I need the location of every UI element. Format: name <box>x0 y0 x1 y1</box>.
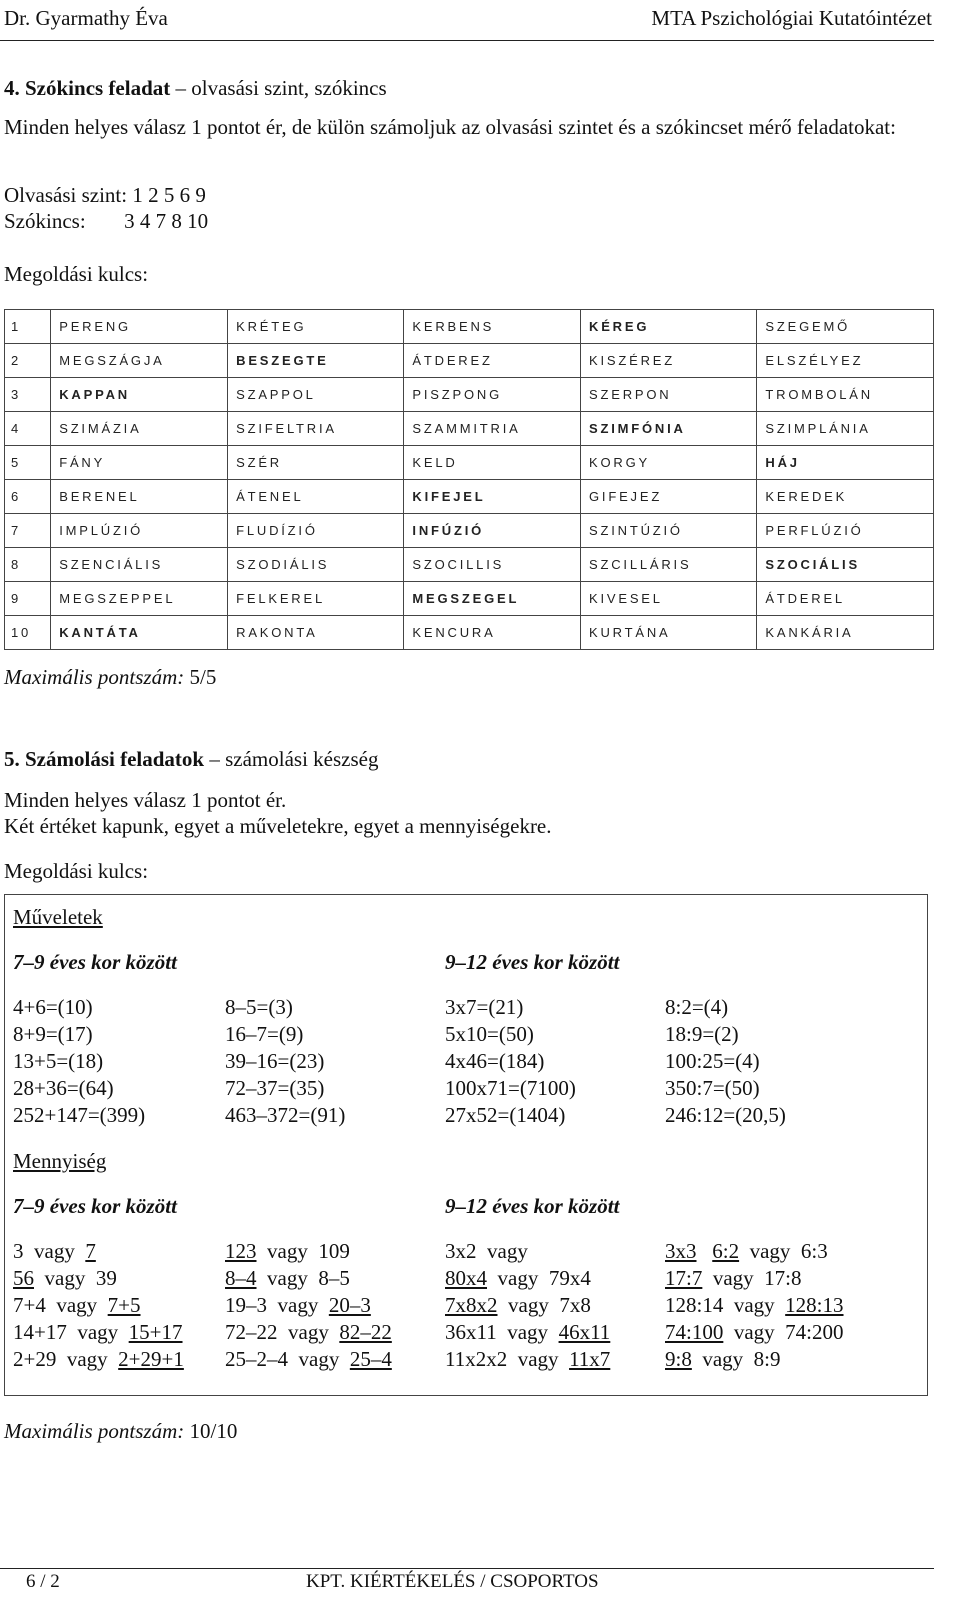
word-row-number: 7 <box>5 514 51 548</box>
operation-item: 16–7=(9) <box>225 1022 304 1046</box>
quantity-option-b: 20–3 <box>328 1293 371 1317</box>
quantity-option-b: 6:3 <box>800 1239 828 1263</box>
quantity-item <box>445 1319 610 1346</box>
quantity-separator: vagy <box>34 1239 75 1263</box>
word-row <box>5 378 934 412</box>
word-row <box>5 344 934 378</box>
operation-item: 4x46=(184) <box>445 1049 545 1073</box>
quantity-option-a: 36x11 <box>445 1320 497 1344</box>
quantity-option-a: 74:100 <box>665 1320 724 1344</box>
section4-title-rest: – olvasási szint, szókincs <box>170 76 387 100</box>
quantity-item <box>225 1292 392 1319</box>
quantity-item <box>13 1346 184 1373</box>
operation-item: 252+147=(399) <box>13 1103 146 1127</box>
word-cell: SZOCILLIS <box>404 548 581 582</box>
quantity-option-b: 17:8 <box>764 1266 802 1290</box>
vocab-line <box>4 207 208 235</box>
quantity-separator: vagy <box>56 1293 98 1317</box>
header-author: Dr. Gyarmathy Éva <box>4 6 168 30</box>
quantity-item <box>13 1238 184 1265</box>
quantity-separator: vagy <box>733 1320 775 1344</box>
section4-intro: Minden helyes válasz 1 pontot ér, de külön számoljuk az olvasási szintet és a szókincset mérő feladatokat: <box>4 115 896 139</box>
quantity-item <box>445 1292 610 1319</box>
quantity-item <box>225 1346 392 1373</box>
word-cell: FLUDÍZIÓ <box>228 514 404 548</box>
word-cell: BERENEL <box>51 480 228 514</box>
quantity-option-a: 17:7 <box>665 1266 703 1290</box>
quantity-item <box>445 1265 610 1292</box>
quantity-separator: vagy <box>702 1347 744 1371</box>
operation-item: 27x52=(1404) <box>445 1103 566 1127</box>
word-row-number: 1 <box>5 310 51 344</box>
quantity-separator: vagy <box>77 1320 119 1344</box>
reading-level-label: Olvasási szint: <box>4 183 128 207</box>
word-cell: PERFLÚZIÓ <box>757 514 934 548</box>
quantity-option-a: 11x2x2 <box>445 1347 508 1371</box>
quantity-option-a: 72–22 <box>225 1320 278 1344</box>
word-cell: ÁTDEREL <box>757 582 934 616</box>
quantity-option-a: 3 <box>13 1239 24 1263</box>
operations-col-subtraction <box>225 994 345 1129</box>
operations-col-addition <box>13 994 145 1129</box>
quantity-option-a: 9:8 <box>665 1347 692 1371</box>
quantity-option-b: 8:9 <box>753 1347 781 1371</box>
section5-line2: Két értéket kapunk, egyet a műveletekre, egyet a mennyiségekre. <box>4 814 552 838</box>
word-row <box>5 582 934 616</box>
word-row-number: 9 <box>5 582 51 616</box>
quantity-option-b: 2+29+1 <box>118 1347 184 1371</box>
word-cell: SZENCIÁLIS <box>51 548 228 582</box>
word-cell-correct: KANTÁTA <box>51 616 228 650</box>
word-cell-correct: KIFEJEL <box>404 480 581 514</box>
word-row-number: 8 <box>5 548 51 582</box>
section4-max-label: Maximális pontszám: <box>4 665 185 689</box>
operations-age-a: 7–9 éves kor között <box>13 950 177 974</box>
quantity-option-b: 7x8 <box>559 1293 591 1317</box>
quantity-option-b: 7+5 <box>107 1293 141 1317</box>
word-cell: KELD <box>404 446 581 480</box>
word-cell: SZAMMITRIA <box>404 412 581 446</box>
word-cell: KEREDEK <box>757 480 934 514</box>
quantity-item <box>665 1319 844 1346</box>
quantity-age-a: 7–9 éves kor között <box>13 1194 177 1218</box>
word-cell: SZCILLÁRIS <box>581 548 757 582</box>
word-row <box>5 412 934 446</box>
quantity-col-4 <box>665 1238 844 1373</box>
reading-level-items: 1 2 5 6 9 <box>132 183 206 207</box>
word-cell: FÁNY <box>51 446 228 480</box>
word-cell: MEGSZEPPEL <box>51 582 228 616</box>
vocab-items: 3 4 7 8 10 <box>124 209 209 233</box>
word-cell: ELSZÉLYEZ <box>757 344 934 378</box>
operation-item: 8–5=(3) <box>225 995 293 1019</box>
word-cell: SZÉR <box>228 446 404 480</box>
quantity-option-b: 46x11 <box>558 1320 611 1344</box>
word-cell: SZERPON <box>581 378 757 412</box>
quantity-option-b: 82–22 <box>339 1320 392 1344</box>
quantity-option-a: 56 <box>13 1266 34 1290</box>
quantity-option-a: 7x8x2 <box>445 1293 498 1317</box>
quantity-option-a: 14+17 <box>13 1320 67 1344</box>
section4-title <box>4 74 387 102</box>
word-cell: SZODIÁLIS <box>228 548 404 582</box>
quantity-option-a: 7+4 <box>13 1293 46 1317</box>
quantity-option-b: 128:13 <box>785 1293 844 1317</box>
quantity-age-b: 9–12 éves kor között <box>445 1194 620 1218</box>
quantity-separator: vagy <box>517 1347 559 1371</box>
quantity-separator: vagy <box>487 1239 528 1263</box>
word-cell: FELKEREL <box>228 582 404 616</box>
quantity-separator: vagy <box>497 1266 539 1290</box>
quantity-separator: vagy <box>733 1293 775 1317</box>
word-cell-correct: BESZEGTE <box>228 344 404 378</box>
quantity-item <box>665 1346 844 1373</box>
quantity-separator: vagy <box>288 1320 329 1344</box>
word-table <box>4 309 934 650</box>
quantity-col-3 <box>445 1238 610 1373</box>
vocab-label: Szókincs: <box>4 209 86 233</box>
quantity-option-b: 15+17 <box>128 1320 183 1344</box>
quantity-option-b: 7 <box>85 1239 96 1263</box>
word-cell-correct: KÉREG <box>581 310 757 344</box>
word-row-number: 10 <box>5 616 51 650</box>
quantity-option-a: 2+29 <box>13 1347 57 1371</box>
operations-age-b: 9–12 éves kor között <box>445 950 620 974</box>
word-cell: SZINTÚZIÓ <box>581 514 757 548</box>
word-cell: SZIFELTRIA <box>228 412 404 446</box>
operations-col-multiplication <box>445 994 576 1129</box>
footer-page: 6 / 2 <box>26 1571 60 1592</box>
word-cell: KERBENS <box>404 310 581 344</box>
quantity-separator: vagy <box>66 1347 108 1371</box>
word-cell: ÁTDEREZ <box>404 344 581 378</box>
header-institute: MTA Pszichológiai Kutatóintézet <box>651 6 932 30</box>
header-divider <box>0 40 934 41</box>
word-cell-correct: KAPPAN <box>51 378 228 412</box>
quantity-item <box>665 1265 844 1292</box>
word-table-body <box>5 310 934 650</box>
quantity-item <box>445 1238 610 1265</box>
quantity-option-extra: 6:2 <box>712 1239 740 1263</box>
section5-max-value: 10/10 <box>189 1419 238 1443</box>
word-cell: KANKÁRIA <box>757 616 934 650</box>
word-row-number: 3 <box>5 378 51 412</box>
section5-title <box>4 745 378 773</box>
quantity-item <box>225 1319 392 1346</box>
operations-title: Műveletek <box>13 905 103 929</box>
word-row-number: 4 <box>5 412 51 446</box>
quantity-option-a: 3x2 <box>445 1239 477 1263</box>
section5-key-label: Megoldási kulcs: <box>4 859 149 883</box>
word-cell: ÁTENEL <box>228 480 404 514</box>
word-cell: KURTÁNA <box>581 616 757 650</box>
quantity-option-a: 25–2–4 <box>225 1347 288 1371</box>
quantity-option-a: 128:14 <box>665 1293 724 1317</box>
word-cell-correct: MEGSZEGEL <box>404 582 581 616</box>
quantity-separator: vagy <box>298 1347 340 1371</box>
quantity-title: Mennyiség <box>13 1149 107 1173</box>
operation-item: 72–37=(35) <box>225 1076 325 1100</box>
word-cell: SZEGEMŐ <box>757 310 934 344</box>
word-cell: TROMBOLÁN <box>757 378 934 412</box>
operation-item: 13+5=(18) <box>13 1049 104 1073</box>
footer-title: KPT. KIÉRTÉKELÉS / CSOPORTOS <box>306 1571 599 1592</box>
operation-item: 8+9=(17) <box>13 1022 93 1046</box>
operation-item: 463–372=(91) <box>225 1103 346 1127</box>
word-cell: PERENG <box>51 310 228 344</box>
word-cell: MEGSZÁGJA <box>51 344 228 378</box>
quantity-option-a: 8–4 <box>225 1266 257 1290</box>
word-cell: RAKONTA <box>228 616 404 650</box>
quantity-separator: vagy <box>507 1320 549 1344</box>
word-row <box>5 310 934 344</box>
section4-title-bold: 4. Szókincs feladat <box>4 76 171 100</box>
operation-item: 350:7=(50) <box>665 1076 760 1100</box>
quantity-item <box>13 1319 184 1346</box>
section4-key-label: Megoldási kulcs: <box>4 262 149 286</box>
quantity-option-b: 79x4 <box>548 1266 591 1290</box>
quantity-item <box>225 1265 392 1292</box>
operation-item: 3x7=(21) <box>445 995 524 1019</box>
operation-item: 28+36=(64) <box>13 1076 114 1100</box>
quantity-option-b: 109 <box>318 1239 350 1263</box>
operation-item: 8:2=(4) <box>665 995 729 1019</box>
word-cell: PISZPONG <box>404 378 581 412</box>
word-row-number: 2 <box>5 344 51 378</box>
word-row <box>5 548 934 582</box>
word-cell-correct: SZOCIÁLIS <box>757 548 934 582</box>
operation-item: 4+6=(10) <box>13 995 93 1019</box>
quantity-separator: vagy <box>749 1239 791 1263</box>
word-cell: SZIMPLÁNIA <box>757 412 934 446</box>
word-row <box>5 446 934 480</box>
quantity-option-a: 3x3 <box>665 1239 697 1263</box>
quantity-separator: vagy <box>277 1293 319 1317</box>
operation-item: 5x10=(50) <box>445 1022 534 1046</box>
quantity-item <box>225 1238 392 1265</box>
word-cell: SZIMÁZIA <box>51 412 228 446</box>
word-cell-correct: SZIMFÓNIA <box>581 412 757 446</box>
word-cell-correct: HÁJ <box>757 446 934 480</box>
operation-item: 18:9=(2) <box>665 1022 739 1046</box>
section5-max-label: Maximális pontszám: <box>4 1419 185 1443</box>
quantity-col-2 <box>225 1238 392 1373</box>
reading-level-line <box>4 181 206 209</box>
quantity-item <box>13 1265 184 1292</box>
quantity-separator: vagy <box>267 1266 308 1290</box>
section5-title-bold: 5. Számolási feladatok <box>4 747 205 771</box>
section4-max-value: 5/5 <box>189 665 217 689</box>
word-cell: IMPLÚZIÓ <box>51 514 228 548</box>
word-row <box>5 480 934 514</box>
operation-item: 100x71=(7100) <box>445 1076 576 1100</box>
quantity-col-1 <box>13 1238 184 1373</box>
quantity-option-b: 25–4 <box>349 1347 392 1371</box>
word-row-number: 5 <box>5 446 51 480</box>
word-row <box>5 514 934 548</box>
section5-line1: Minden helyes válasz 1 pontot ér. <box>4 788 287 812</box>
quantity-separator: vagy <box>712 1266 754 1290</box>
quantity-separator: vagy <box>508 1293 549 1317</box>
math-key-box <box>4 894 928 1396</box>
operation-item: 39–16=(23) <box>225 1049 325 1073</box>
quantity-item <box>665 1292 844 1319</box>
word-cell: KENCURA <box>404 616 581 650</box>
section4-max-line <box>4 663 216 691</box>
word-cell-correct: INFÚZIÓ <box>404 514 581 548</box>
quantity-option-a: 80x4 <box>445 1266 487 1290</box>
section5-title-rest: – számolási készség <box>204 747 379 771</box>
quantity-option-a: 123 <box>225 1239 257 1263</box>
operations-col-division <box>665 994 786 1129</box>
quantity-item <box>665 1238 844 1265</box>
word-row-number: 6 <box>5 480 51 514</box>
word-row <box>5 616 934 650</box>
word-cell: KRÉTEG <box>228 310 404 344</box>
quantity-option-b: 11x7 <box>569 1347 611 1371</box>
word-cell: KIVESEL <box>581 582 757 616</box>
quantity-item <box>13 1292 184 1319</box>
word-cell: KISZÉREZ <box>581 344 757 378</box>
quantity-option-b: 8–5 <box>318 1266 350 1290</box>
quantity-option-b: 74:200 <box>785 1320 844 1344</box>
quantity-option-a: 19–3 <box>225 1293 267 1317</box>
quantity-item <box>445 1346 610 1373</box>
quantity-separator: vagy <box>44 1266 86 1290</box>
word-cell: GIFEJEZ <box>581 480 757 514</box>
word-cell: KORGY <box>581 446 757 480</box>
quantity-separator: vagy <box>267 1239 308 1263</box>
operation-item: 246:12=(20,5) <box>665 1103 786 1127</box>
word-cell: SZAPPOL <box>228 378 404 412</box>
operation-item: 100:25=(4) <box>665 1049 760 1073</box>
section5-max-line <box>4 1417 237 1445</box>
footer-divider <box>0 1568 934 1569</box>
quantity-option-b: 39 <box>95 1266 117 1290</box>
